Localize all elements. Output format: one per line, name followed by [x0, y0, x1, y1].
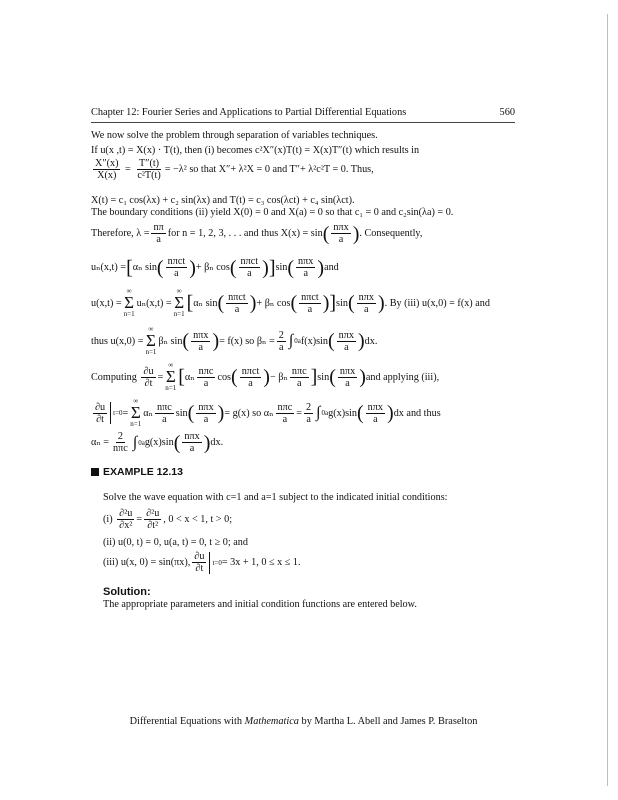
- intro-text: We now solve the problem through separation of variables techniques.: [91, 130, 378, 141]
- beta-coefficients: thus u(x,0) = ∞ Σ n=1 βₙ sin ( $\frac{\text{nπx}}{a}$ ) = f(x) so βₙ = $\frac{2}{a}$ ∫ 0 a f(x)sin ( $\frac{\text{nπx}}{a}$ ) dx.: [91, 325, 378, 356]
- example-heading: EXAMPLE 12.13: [91, 466, 183, 478]
- time-derivative: Computing $\frac{\partial u}{\partial t}$ = ∞ Σ n=1 [ αₙ $\frac{\text{nπc}}{a}$ cos ( $\frac{\text{nπct}}{a}$ ) − βₙ $\frac{\text{nπc}}{a}$ ] sin ( $\frac{\text{nπx}}{a}$ ) and applying (iii),: [91, 361, 440, 392]
- fraction: $\frac{T''(t)}{\text{c²T(t)}}$: [137, 158, 161, 181]
- page-footer: Differential Equations with Mathematica by Martha L. Abell and James P. Braselton: [129, 716, 478, 727]
- condition-iii: (iii) u(x, 0) = sin(πx), $\frac{\partial u}{\partial t}$ t=0 = 3x + 1, 0 ≤ x ≤ 1.: [103, 551, 301, 574]
- page-number: 560: [499, 107, 515, 118]
- condition-i: (i) $\frac{\text{∂²u}}{\text{∂x²}}$ = $\frac{\text{∂²u}}{\text{∂t²}}$ , 0 < x < 1, t > 0;: [103, 508, 233, 531]
- header-rule: [91, 122, 515, 123]
- un-formula: uₙ(x,t) = [ αₙ sin ( $\frac{\text{nπct}}{a}$ ) + βₙ cos ( $\frac{\text{nπct}}{a}$ ) ] sin ( $\frac{\text{nπx}}{a}$ ) and: [91, 256, 339, 279]
- page-edge-divider: [607, 14, 608, 786]
- example-statement: Solve the wave equation with c=1 and a=1 subject to the indicated initial conditions:: [103, 492, 448, 503]
- separation-text: If u(x ,t) = X(x) · T(t), then (i) becomes c²X″(x)T(t) = X(x)T″(t) which results in: [91, 145, 420, 156]
- fraction: $\frac{n\pi}{a}$: [153, 222, 164, 245]
- fraction: $\frac{\text{nπx}}{a}$: [333, 222, 349, 245]
- fraction: $\frac{X''(x)}{X(x)}$: [95, 158, 119, 181]
- running-header: [91, 107, 515, 118]
- eigenvalue-line: Therefore, λ = $\frac{n\pi}{a}$ for n = 1, 2, 3, . . . and thus X(x) = sin ( $\frac{\text{nπx}}{a}$ ) . Consequently,: [91, 222, 423, 245]
- series-solution: u(x,t) = ∞ Σ n=1 uₙ(x,t) = ∞ Σ n=1 [ αₙ sin ( $\frac{\text{nπct}}{a}$ ) + βₙ cos ( $\frac{\text{nπct}}{a}$ ) ] sin ( $\frac{\text{nπx}}{a}$ ) . By (iii) u(x,0) = f(x) and: [91, 287, 490, 318]
- alpha-formula: αₙ = $\frac{2}{\text{nπc}}$ ∫ 0 a g(x)sin ( $\frac{\text{nπx}}{a}$ ) dx.: [91, 431, 224, 454]
- general-solution: X(t) = c₁ cos(λx) + c₂ sin(λx) and T(t) = c₃ cos(λct) + c₄ sin(λct).: [91, 195, 355, 206]
- chapter-title: Chapter 12: Fourier Series and Applications to Partial Differential Equations: [91, 107, 407, 118]
- separation-equation: $\frac{X''(x)}{X(x)}$ = $\frac{T''(t)}{\text{c²T(t)}}$ = −λ² so that X″+ λ²X = 0 and T″+ λ²c²T = 0. Thus,: [95, 158, 374, 181]
- solution-heading: Solution:: [103, 586, 151, 598]
- boundary-text: The boundary conditions (ii) yield X(0) = 0 and X(a) = 0 so that c₁ = 0 and c₂sin(λa) = 0.: [91, 207, 454, 218]
- condition-ii: (ii) u(0, t) = 0, u(a, t) = 0, t ≥ 0; and: [103, 537, 248, 548]
- solution-text: The appropriate parameters and initial condition functions are entered below.: [103, 599, 417, 610]
- alpha-condition: $\frac{\partial u}{\partial t}$ t=0 = ∞ Σ n=1 αₙ $\frac{\text{nπc}}{a}$ sin ( $\frac{\text{nπx}}{a}$ ) = g(x) so αₙ $\frac{\text{nπc}}{a}$ = $\frac{2}{a}$ ∫ 0 a g(x)sin ( $\frac{\text{nπx}}{a}$ ) dx and thus: [95, 397, 441, 428]
- square-bullet-icon: [91, 468, 99, 476]
